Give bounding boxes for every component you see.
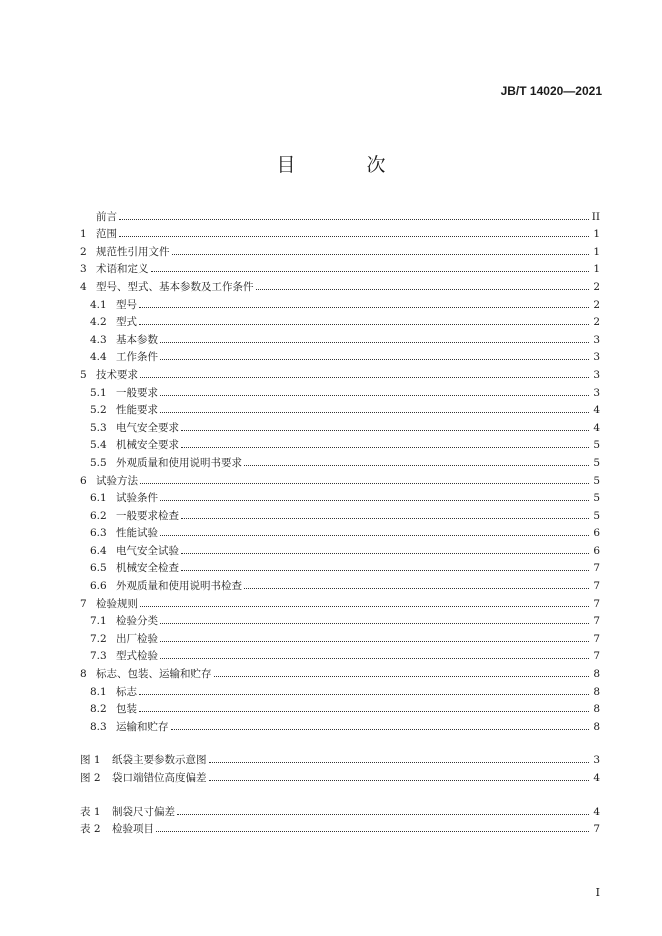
toc-entry[interactable] (80, 224, 600, 242)
toc-entry[interactable] (80, 206, 600, 224)
toc-entry-page: 7 (593, 823, 600, 836)
dot-leader (160, 534, 589, 536)
toc-entry-title: 一般要求 (116, 386, 158, 399)
toc-entry-title: 外观质量和使用说明书要求 (116, 456, 242, 469)
toc-entry-title: 基本参数 (116, 333, 158, 346)
toc-entry[interactable] (80, 558, 600, 576)
toc-entry-page: 5 (593, 509, 600, 522)
toc-entry-page: 5 (593, 439, 600, 452)
toc-entry-page: 7 (593, 580, 600, 593)
toc-entry-page: 1 (593, 263, 600, 276)
dot-leader (181, 517, 589, 519)
toc-entry-title: 检验规则 (96, 597, 138, 610)
dot-leader (171, 728, 590, 730)
toc-entry[interactable] (80, 767, 600, 785)
toc-entry[interactable] (80, 312, 600, 330)
toc-entry[interactable] (80, 329, 600, 347)
toc-entry-page: 8 (593, 685, 600, 698)
dot-leader (209, 761, 590, 763)
toc-entry-number: 7 (80, 597, 87, 610)
dot-leader (244, 587, 589, 589)
toc-entry-number: 6.4 (90, 544, 107, 557)
toc-entry-title: 袋口端错位高度偏差 (112, 772, 207, 784)
toc-entry-number: 6.1 (90, 492, 107, 505)
toc-entry-page: 7 (593, 562, 600, 575)
toc-entry-page: 1 (593, 245, 600, 258)
toc-entry-page: 3 (593, 386, 600, 399)
toc-entry-title: 前言 (96, 210, 117, 223)
table-of-contents (80, 206, 600, 836)
dot-leader (181, 446, 589, 448)
toc-entry-page: 4 (593, 772, 600, 784)
dot-leader (139, 710, 589, 712)
dot-leader (160, 499, 589, 501)
toc-entry-title: 运输和贮存 (116, 720, 169, 733)
toc-entry-number: 表 2 (80, 823, 101, 836)
toc-entry-number: 7.1 (90, 615, 107, 628)
toc-entry-title: 制袋尺寸偏差 (112, 805, 175, 818)
toc-entry-number: 6.2 (90, 509, 107, 522)
page-title: 目 次 (276, 154, 412, 176)
toc-entry-page: 7 (593, 632, 600, 645)
toc-entry[interactable] (80, 540, 600, 558)
toc-entry-title: 规范性引用文件 (96, 245, 170, 258)
toc-entry-number: 表 1 (80, 805, 101, 818)
toc-entry[interactable] (80, 801, 600, 819)
toc-entry[interactable] (80, 611, 600, 629)
toc-entry-title: 电气安全要求 (116, 421, 179, 434)
toc-entry-number: 8.2 (90, 703, 107, 716)
dot-leader (214, 675, 590, 677)
toc-entry[interactable] (80, 819, 600, 837)
dot-leader (139, 693, 589, 695)
toc-entry-title: 电气安全试验 (116, 544, 179, 557)
dot-leader (151, 270, 590, 272)
toc-entry-title: 出厂检验 (116, 632, 158, 645)
dot-leader (160, 341, 589, 343)
toc-entry[interactable] (80, 663, 600, 681)
toc-entry-title: 工作条件 (116, 351, 158, 364)
toc-entry[interactable] (80, 505, 600, 523)
toc-entry[interactable] (80, 400, 600, 418)
dot-leader (172, 253, 590, 255)
toc-entry-title: 包装 (116, 703, 137, 716)
toc-entry-page: 3 (593, 368, 600, 381)
page-number: I (595, 886, 600, 899)
toc-entry-title: 外观质量和使用说明书检查 (116, 580, 242, 593)
toc-entry-title: 术语和定义 (96, 263, 149, 276)
toc-entry[interactable] (80, 750, 600, 768)
toc-entry[interactable] (80, 523, 600, 541)
dot-leader (140, 605, 589, 607)
toc-entry[interactable] (80, 417, 600, 435)
toc-entry-title: 型号 (116, 298, 137, 311)
toc-entry-number: 5.2 (90, 404, 107, 417)
toc-entry-number: 5.4 (90, 439, 107, 452)
toc-entry-page: 4 (593, 404, 600, 417)
toc-entry-number: 3 (80, 263, 87, 276)
toc-entry-page: 3 (593, 754, 600, 767)
toc-entry[interactable] (80, 488, 600, 506)
document-code: JB/T 14020—2021 (500, 84, 602, 98)
toc-entry-title: 性能试验 (116, 527, 158, 540)
toc-entry-page: 6 (593, 544, 600, 557)
toc-entry-page: 3 (593, 351, 600, 364)
toc-entry-number: 7.2 (90, 632, 107, 645)
toc-entry-number: 6.3 (90, 527, 107, 540)
toc-entry-number: 7.3 (90, 650, 107, 663)
dot-leader (140, 482, 589, 484)
toc-entry-title: 标志 (116, 685, 137, 698)
dot-leader (160, 657, 589, 659)
toc-entry-title: 机械安全检查 (116, 562, 179, 575)
dot-leader (156, 830, 589, 832)
toc-entry-title: 标志、包装、运输和贮存 (96, 668, 212, 681)
toc-entry-page: 7 (593, 650, 600, 663)
toc-entry-number: 5 (80, 368, 87, 381)
toc-entry[interactable] (80, 575, 600, 593)
toc-entry-title: 试验方法 (96, 474, 138, 487)
toc-entry-number: 2 (80, 245, 87, 258)
toc-entry-page: 2 (593, 280, 600, 293)
dot-leader (160, 640, 589, 642)
dot-leader (177, 813, 589, 815)
dot-leader (181, 552, 589, 554)
toc-entry-number: 5.3 (90, 421, 107, 434)
toc-entry[interactable] (80, 699, 600, 717)
toc-entry-number: 4.1 (90, 298, 107, 311)
toc-entry-page: 8 (593, 668, 600, 681)
toc-entry-title: 检验项目 (112, 823, 154, 836)
toc-entry-page: 4 (593, 805, 600, 818)
dot-leader (139, 306, 589, 308)
dot-leader (119, 218, 589, 220)
dot-leader (244, 464, 589, 466)
toc-entry-number: 4.4 (90, 351, 107, 364)
toc-entry-title: 机械安全要求 (116, 439, 179, 452)
toc-entry-number: 4.3 (90, 333, 107, 346)
dot-leader (160, 358, 589, 360)
section-gap (80, 785, 600, 801)
dot-leader (181, 569, 589, 571)
toc-entry-page: 8 (593, 703, 600, 716)
toc-entry[interactable] (80, 382, 600, 400)
toc-entry[interactable] (80, 716, 600, 734)
toc-entry-page: II (591, 210, 600, 223)
dot-leader (181, 429, 589, 431)
dot-leader (160, 411, 589, 413)
toc-entry-number: 4.2 (90, 316, 107, 329)
toc-entry[interactable] (80, 276, 600, 294)
dot-leader (209, 779, 590, 781)
toc-entry[interactable] (80, 435, 600, 453)
toc-entry-number: 图 1 (80, 754, 101, 767)
toc-entry[interactable] (80, 347, 600, 365)
toc-entry-title: 技术要求 (96, 368, 138, 381)
toc-entry-page: 6 (593, 527, 600, 540)
dot-leader (119, 235, 589, 237)
dot-leader (160, 622, 589, 624)
toc-entry[interactable] (80, 452, 600, 470)
toc-entry-title: 试验条件 (116, 492, 158, 505)
toc-entry-page: 7 (593, 597, 600, 610)
toc-entry-number: 8.1 (90, 685, 107, 698)
toc-entry-page: 2 (593, 298, 600, 311)
toc-entry[interactable] (80, 364, 600, 382)
toc-entry-number: 8.3 (90, 720, 107, 733)
toc-entry-number: 6.5 (90, 562, 107, 575)
toc-entry-page: 1 (593, 228, 600, 241)
toc-entry-number: 1 (80, 228, 87, 241)
toc-entry-number: 5.1 (90, 386, 107, 399)
toc-entry-page: 3 (593, 333, 600, 346)
toc-entry[interactable] (80, 241, 600, 259)
toc-entry-number: 5.5 (90, 456, 107, 469)
toc-entry-title: 型号、型式、基本参数及工作条件 (96, 280, 254, 293)
section-gap (80, 734, 600, 750)
dot-leader (140, 376, 589, 378)
toc-entry-title: 范围 (96, 228, 117, 241)
toc-entry-number: 8 (80, 668, 87, 681)
toc-entry-title: 一般要求检查 (116, 509, 179, 522)
dot-leader (160, 394, 589, 396)
toc-entry-title: 检验分类 (116, 615, 158, 628)
toc-entry-title: 纸袋主要参数示意图 (112, 754, 207, 767)
toc-entry[interactable] (80, 294, 600, 312)
toc-entry-title: 型式 (116, 316, 137, 329)
toc-entry[interactable] (80, 681, 600, 699)
toc-entry[interactable] (80, 470, 600, 488)
toc-entry-page: 5 (593, 492, 600, 505)
toc-entry-number: 6 (80, 474, 87, 487)
toc-entry[interactable] (80, 593, 600, 611)
toc-entry-page: 8 (593, 720, 600, 733)
dot-leader (256, 288, 590, 290)
toc-entry-title: 型式检验 (116, 650, 158, 663)
toc-entry-page: 4 (593, 421, 600, 434)
toc-entry-page: 2 (593, 316, 600, 329)
toc-entry[interactable] (80, 628, 600, 646)
toc-entry-number: 4 (80, 280, 87, 293)
toc-entry[interactable] (80, 646, 600, 664)
dot-leader (139, 323, 589, 325)
toc-entry-page: 5 (593, 456, 600, 469)
toc-entry-number: 图 2 (80, 772, 101, 784)
toc-entry-page: 5 (593, 474, 600, 487)
toc-entry-number: 6.6 (90, 580, 107, 593)
toc-entry-page: 7 (593, 615, 600, 628)
toc-entry[interactable] (80, 259, 600, 277)
toc-entry-title: 性能要求 (116, 404, 158, 417)
